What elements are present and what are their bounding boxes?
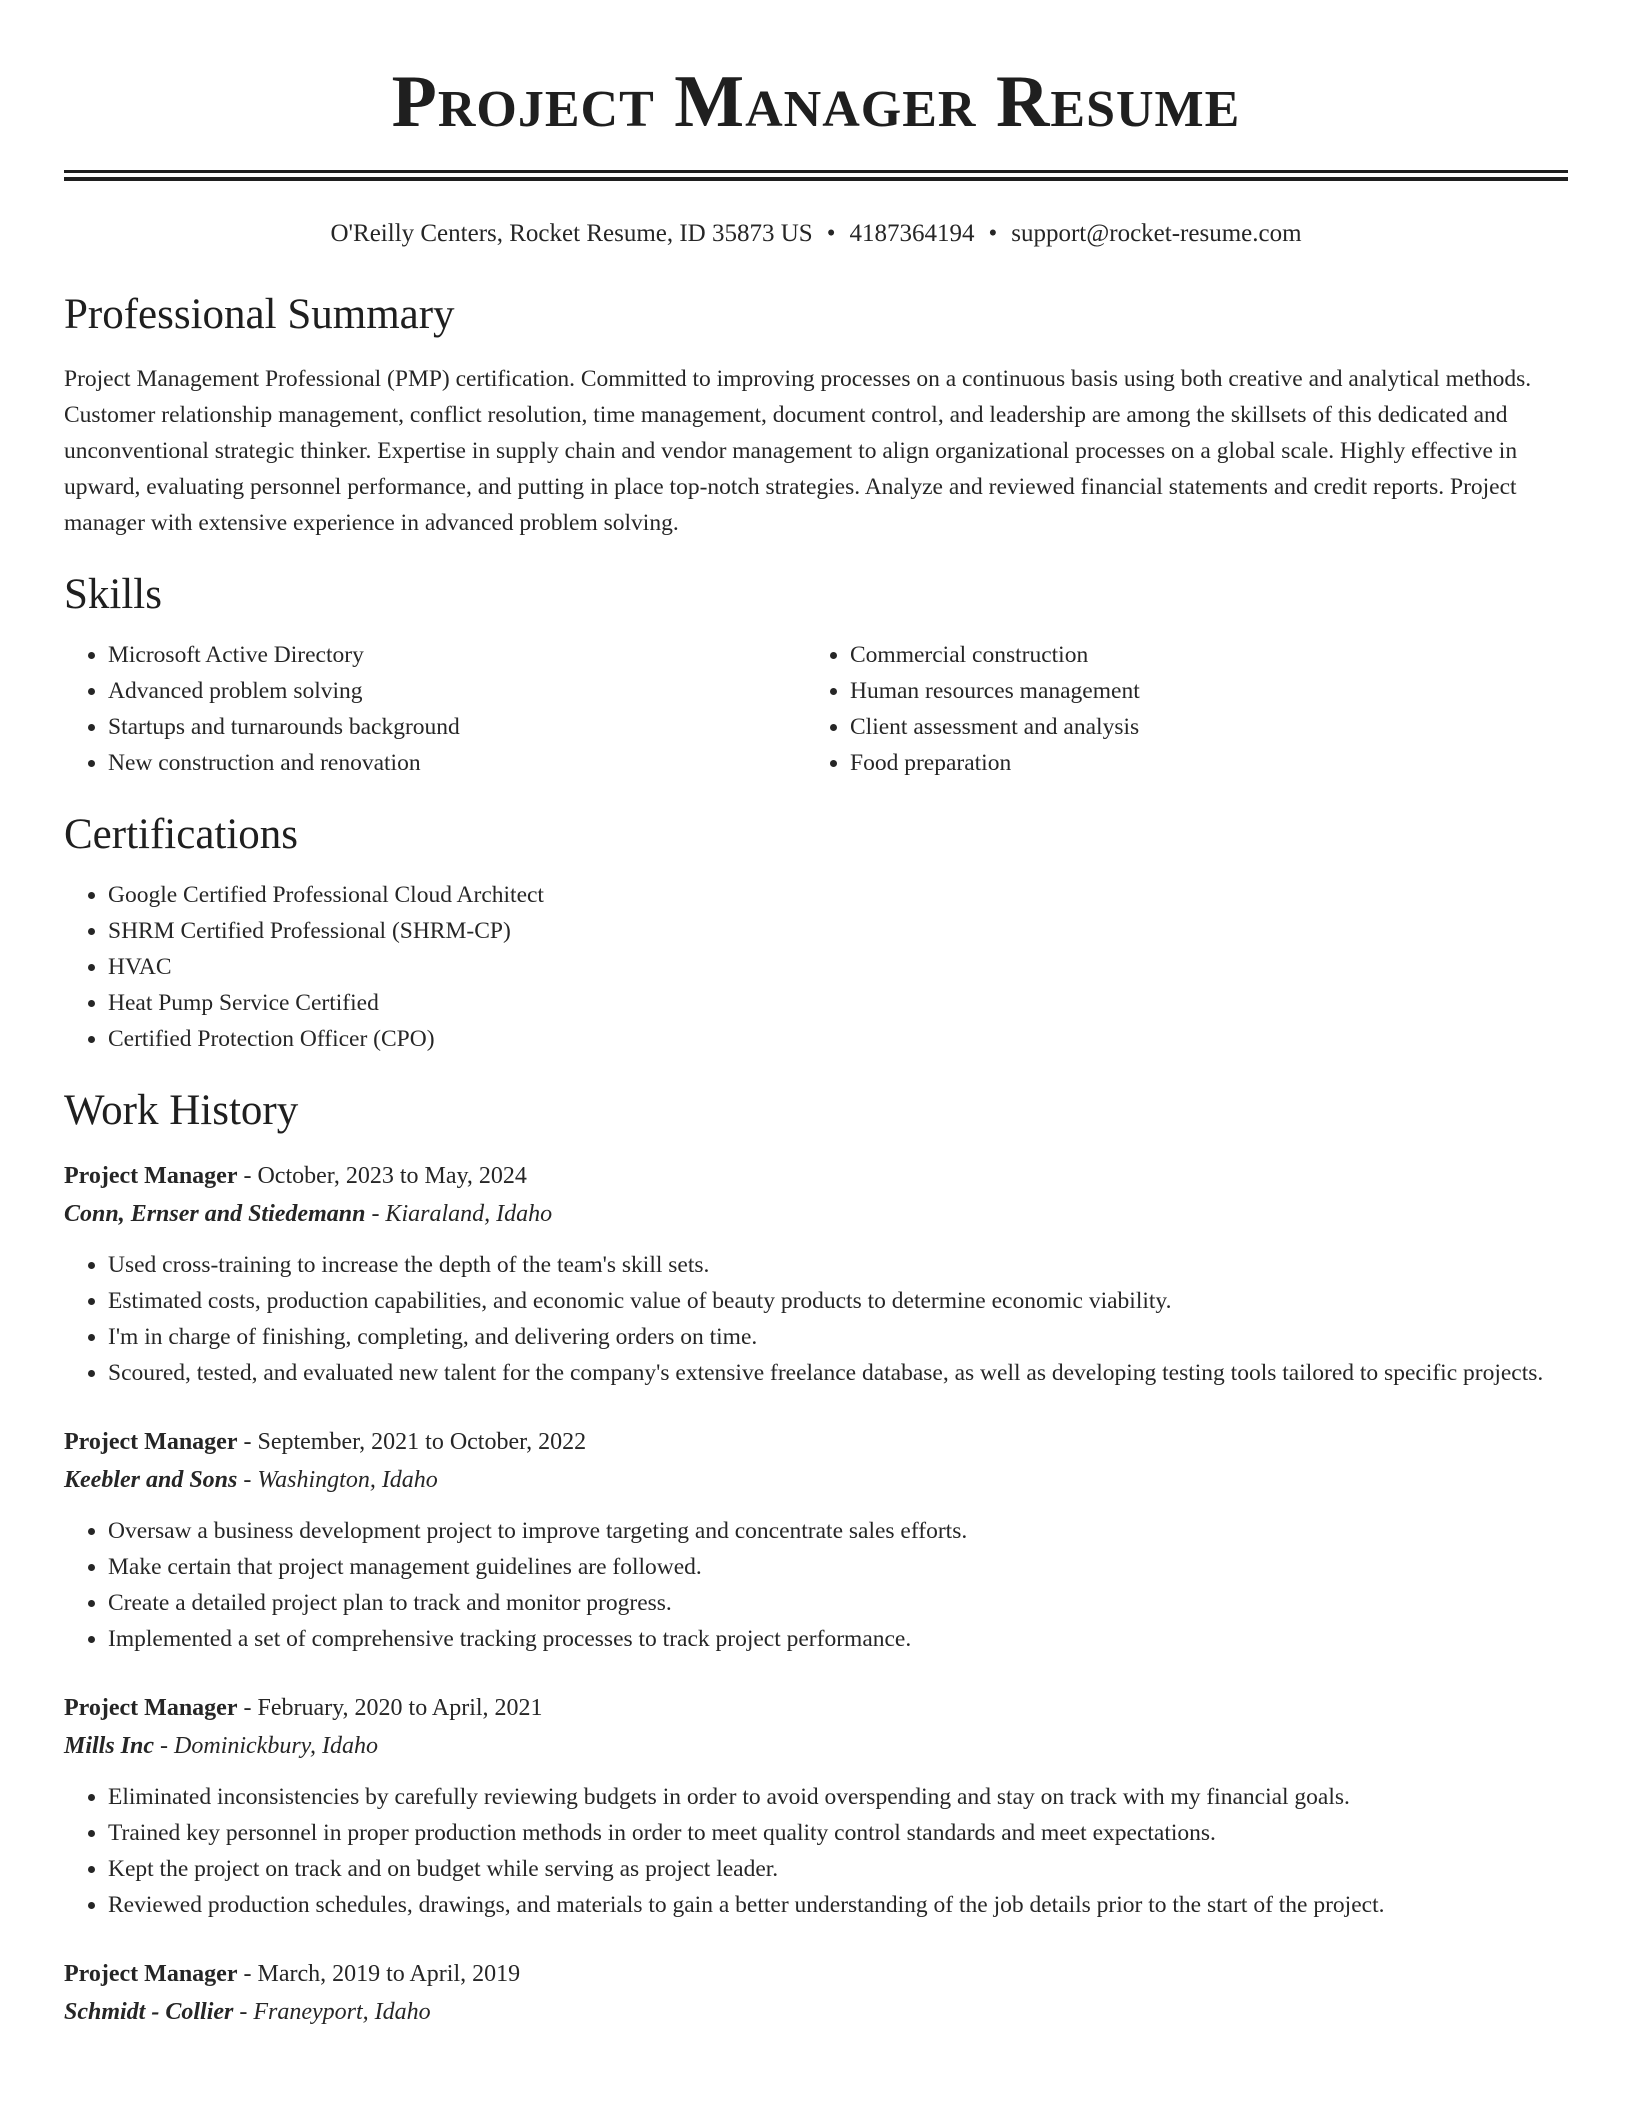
- job-duties: [64, 1513, 1568, 1657]
- duty-item: • Estimated costs, production capabilities, and economic value of beauty products to determine economic viability.: [108, 1283, 1568, 1319]
- duty-item: • Kept the project on track and on budget while serving as project leader.: [108, 1851, 1568, 1887]
- job-company-line: [64, 1461, 1568, 1499]
- certifications-section: [64, 809, 1568, 1057]
- job-duties: [64, 1247, 1568, 1391]
- job-role: Project Manager: [64, 1695, 238, 1721]
- job-dates: - February, 2020 to April, 2021: [237, 1695, 543, 1721]
- skill-item: • New construction and renovation: [108, 745, 806, 781]
- job-company-line: [64, 1727, 1568, 1765]
- certification-item: • Heat Pump Service Certified: [108, 985, 1568, 1021]
- duty-item: • Implemented a set of comprehensive tracking processes to track project performance.: [108, 1621, 1568, 1657]
- duty-item: • Make certain that project management guidelines are followed.: [108, 1549, 1568, 1585]
- contact-email: support@rocket-resume.com: [1011, 220, 1302, 247]
- duty-item: • Used cross-training to increase the depth of the team's skill sets.: [108, 1247, 1568, 1283]
- duty-item: • Eliminated inconsistencies by carefully reviewing budgets in order to avoid overspending and stay on track with my financial goals.: [108, 1779, 1568, 1815]
- contact-separator: •: [988, 220, 998, 247]
- summary-text: Project Management Professional (PMP) certification. Committed to improving processes on a continuous basis using both creative and analytical methods. Customer relationship management, conflict resolution, time management, document control, and leadership are among the skillsets of this dedicated and unconventional strategic thinker. Expertise in supply chain and vendor management to align organizational processes on a global scale. Highly effective in upward, evaluating personnel performance, and putting in place top-notch strategies. Analyze and reviewed financial statements and credit reports. Project manager with extensive experience in advanced problem solving.: [64, 366, 1532, 536]
- job-entry: [64, 1955, 1568, 2031]
- job-entry: [64, 1423, 1568, 1657]
- job-company-line: [64, 1993, 1568, 2031]
- contact-line: [64, 219, 1568, 249]
- job-role: Project Manager: [64, 1961, 238, 1987]
- certification-item: • Certified Protection Officer (CPO): [108, 1021, 1568, 1057]
- skills-list-right: [806, 637, 1548, 781]
- skill-item: • Client assessment and analysis: [850, 709, 1548, 745]
- skill-item: • Human resources management: [850, 673, 1548, 709]
- summary-section: [64, 289, 1568, 541]
- job-location: - Kiaraland, Idaho: [365, 1201, 553, 1227]
- skills-column-left: [64, 637, 806, 781]
- job-title-line: [64, 1689, 1568, 1727]
- contact-address: O'Reilly Centers, Rocket Resume, ID 35873 US: [330, 220, 813, 247]
- job-company: Schmidt - Collier: [64, 1999, 234, 2025]
- duty-item: • Scoured, tested, and evaluated new talent for the company's extensive freelance database, as well as developing testing tools tailored to specific projects.: [108, 1355, 1568, 1391]
- skills-list-left: [64, 637, 806, 781]
- certifications-list: [64, 877, 1568, 1057]
- skills-heading: Skills: [64, 571, 162, 618]
- job-company: Keebler and Sons: [64, 1467, 238, 1493]
- skills-grid: [64, 637, 1568, 781]
- job-company: Conn, Ernser and Stiedemann: [64, 1201, 366, 1227]
- job-title-line: [64, 1955, 1568, 1993]
- job-dates: - March, 2019 to April, 2019: [237, 1961, 521, 1987]
- skill-item: • Commercial construction: [850, 637, 1548, 673]
- skill-item: • Startups and turnarounds background: [108, 709, 806, 745]
- skill-item: • Food preparation: [850, 745, 1548, 781]
- certifications-heading: Certifications: [64, 811, 299, 858]
- contact-separator: •: [826, 220, 836, 247]
- job-location: - Franeyport, Idaho: [233, 1999, 431, 2025]
- page-title: Project Manager Resume: [391, 61, 1241, 143]
- job-dates: - October, 2023 to May, 2024: [237, 1163, 527, 1189]
- work-history-section: [64, 1085, 1568, 2031]
- job-role: Project Manager: [64, 1163, 238, 1189]
- job-title-line: [64, 1157, 1568, 1195]
- certification-item: • SHRM Certified Professional (SHRM-CP): [108, 913, 1568, 949]
- duty-item: • Oversaw a business development project to improve targeting and concentrate sales efforts.: [108, 1513, 1568, 1549]
- duty-item: • Trained key personnel in proper production methods in order to meet quality control standards and meet expectations.: [108, 1815, 1568, 1851]
- duty-item: • Create a detailed project plan to track and monitor progress.: [108, 1585, 1568, 1621]
- job-company: Mills Inc: [64, 1733, 155, 1759]
- contact-phone: 4187364194: [849, 220, 975, 247]
- title-divider: [64, 170, 1568, 181]
- job-role: Project Manager: [64, 1429, 238, 1455]
- summary-heading: Professional Summary: [64, 291, 455, 338]
- work-history-heading: Work History: [64, 1087, 299, 1134]
- job-entry: [64, 1157, 1568, 1391]
- skills-column-right: [806, 637, 1548, 781]
- certification-item: • HVAC: [108, 949, 1568, 985]
- job-location: - Washington, Idaho: [237, 1467, 438, 1493]
- job-location: - Dominickbury, Idaho: [154, 1733, 378, 1759]
- certification-item: • Google Certified Professional Cloud Architect: [108, 877, 1568, 913]
- skills-section: [64, 569, 1568, 781]
- job-title-line: [64, 1423, 1568, 1461]
- job-company-line: [64, 1195, 1568, 1233]
- skill-item: • Advanced problem solving: [108, 673, 806, 709]
- job-entry: [64, 1689, 1568, 1923]
- job-duties: [64, 1779, 1568, 1923]
- duty-item: • I'm in charge of finishing, completing, and delivering orders on time.: [108, 1319, 1568, 1355]
- duty-item: • Reviewed production schedules, drawings, and materials to gain a better understanding of the job details prior to the start of the project.: [108, 1887, 1568, 1923]
- skill-item: • Microsoft Active Directory: [108, 637, 806, 673]
- job-dates: - September, 2021 to October, 2022: [237, 1429, 587, 1455]
